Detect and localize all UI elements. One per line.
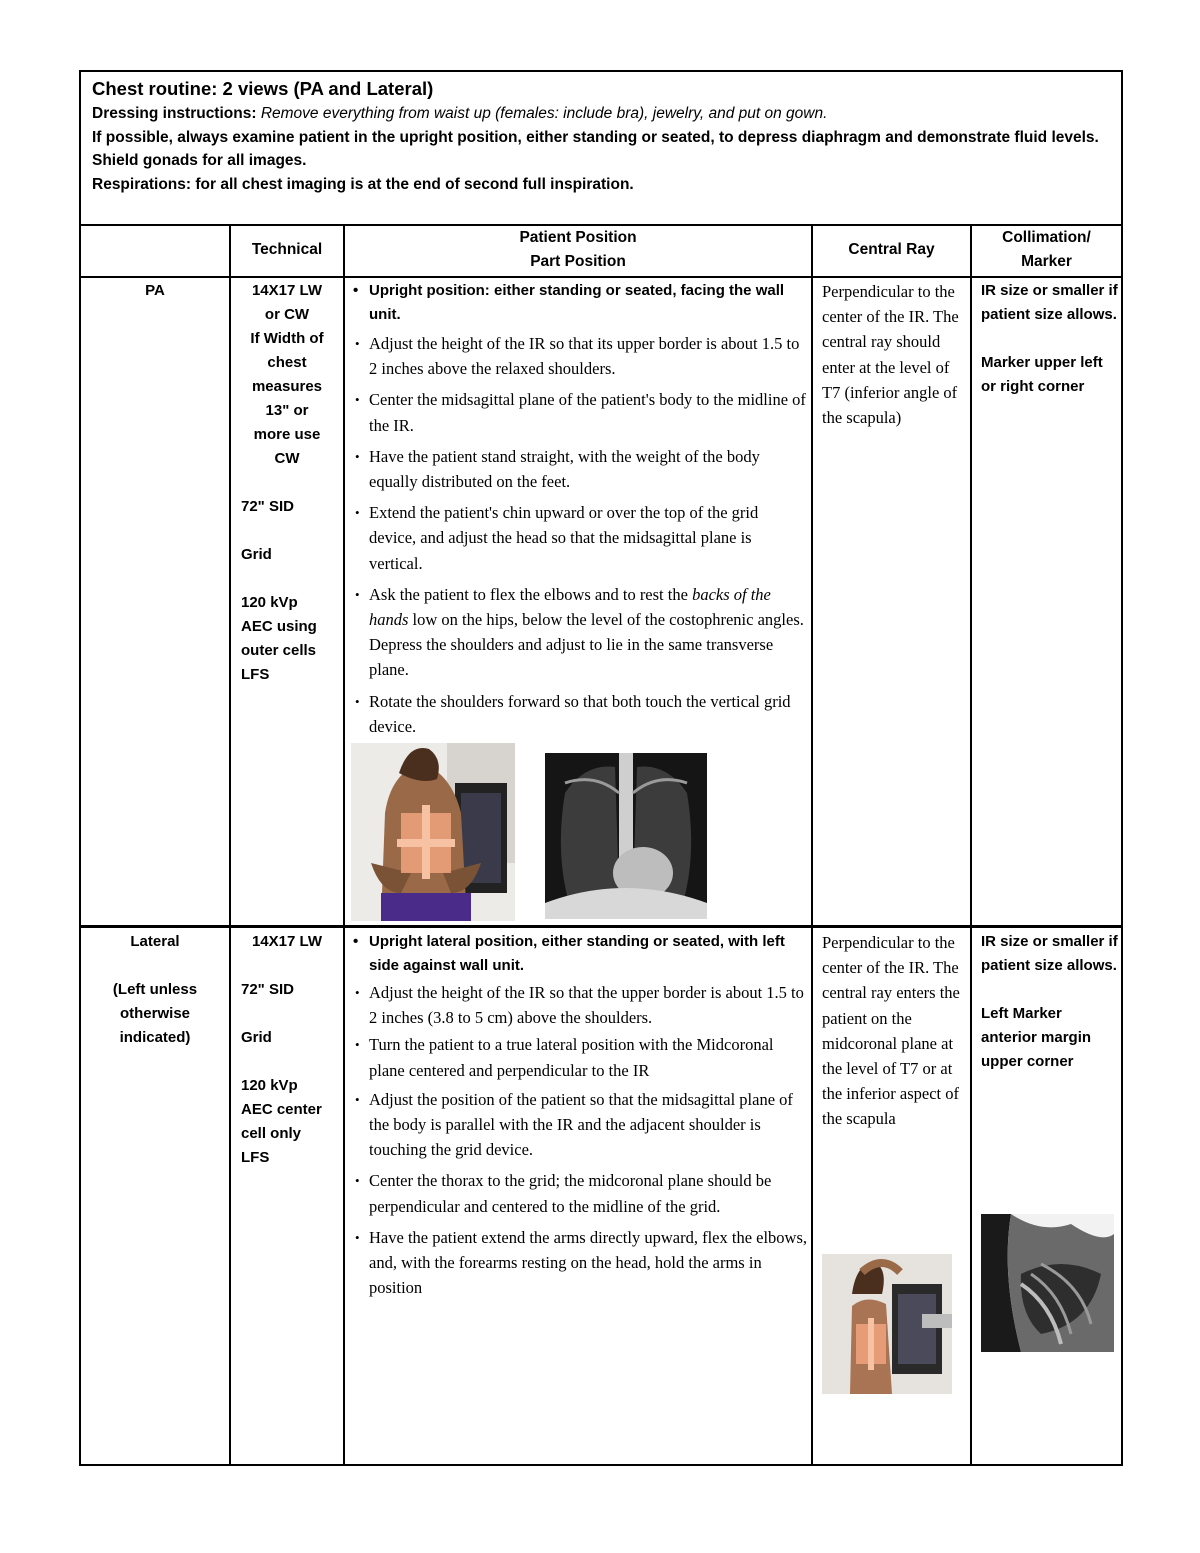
technical-line: Grid [241, 546, 272, 563]
technical-line: cell only [241, 1125, 302, 1142]
lateral-view-cell [81, 930, 229, 1050]
list-item: • Upright position: either standing or seated, facing the wall unit. [347, 279, 809, 327]
dressing-instructions [92, 102, 1111, 126]
column-divider [343, 224, 345, 1466]
chest-routine-table [79, 70, 1123, 1466]
pa-position-list [347, 279, 809, 739]
list-item: • Extend the patient's chin upward or over the top of the grid device, and adjust the head so that the midsagittal plane is vertical. [347, 500, 809, 576]
list-item: • Have the patient stand straight, with the weight of the body equally distributed on the feet. [347, 444, 809, 494]
pa-central-ray-cell [822, 279, 968, 430]
list-item: • Rotate the shoulders forward so that both touch the vertical grid device. [347, 689, 809, 739]
respiration-instruction: Respirations: for all chest imaging is at the end of second full inspiration. [92, 176, 634, 194]
list-item: • Adjust the height of the IR so that the upper border is about 1.5 to 2 inches (3.8 to 5 cm) above the shoulders. [347, 980, 809, 1030]
technical-line: Grid [241, 1029, 272, 1046]
routine-header [81, 72, 1121, 224]
technical-line: LFS [241, 1149, 270, 1166]
pa-xray-illustration [545, 753, 707, 919]
technical-line: 72" SID [241, 498, 294, 515]
pa-collimation-text: IR size or smaller if patient size allows. [981, 282, 1118, 323]
dressing-label: Dressing instructions: [92, 105, 261, 122]
column-divider [811, 224, 813, 1466]
list-item: • Turn the patient to a true lateral position with the Midcoronal plane centered and perpendicular to the IR [347, 1032, 809, 1082]
row-divider [81, 925, 1121, 928]
lateral-marker-text: Left Marker anterior margin upper corner [981, 1005, 1092, 1070]
technical-line: AEC using [241, 618, 317, 635]
position-header-label: Patient Position [519, 229, 637, 246]
hands-emphasis: backs of the hands [369, 584, 771, 630]
technical-line: AEC center [241, 1101, 322, 1118]
technical-line: 120 kVp [241, 594, 298, 611]
list-item: • Upright lateral position, either standing or seated, with left side against wall unit. [347, 930, 809, 978]
marker-header-label: Marker [1021, 253, 1072, 270]
hands-text: Ask the patient to flex the elbows and to rest the [369, 584, 693, 604]
technical-line: 14X17 LW [251, 933, 323, 950]
list-item: • Center the thorax to the grid; the midcoronal plane should be perpendicular and centered to the midline of the grid. [347, 1168, 809, 1218]
pa-chest-xray [545, 753, 707, 919]
col-header-central-ray [813, 238, 970, 262]
pa-technical-cell [231, 279, 343, 923]
technical-line: 120 kVp [241, 1077, 298, 1094]
technical-line: 14X17 LW [251, 282, 323, 299]
collimation-header-label: Collimation/ [1002, 229, 1091, 246]
lateral-positioning-photo [822, 1254, 952, 1394]
lateral-technical-factors [231, 978, 343, 1170]
technical-line: measures [251, 378, 323, 395]
technical-line: 13" or [265, 402, 309, 419]
col-header-position [345, 226, 811, 274]
pa-positioning-photo [351, 743, 515, 921]
lateral-central-ray-text: Perpendicular to the center of the IR. The central ray enters the patient on the midcoronal plane at the level of T7 or at the inferior aspect of the scapula [822, 933, 960, 1129]
dressing-text: Remove everything from waist up (females: include bra), jewelry, and put on gown. [260, 105, 828, 122]
lateral-view-label: Lateral [130, 933, 180, 950]
lateral-patient-illustration [822, 1254, 952, 1394]
pa-technical-factors [231, 495, 343, 687]
column-header-divider [81, 276, 1121, 278]
pa-position-cell [347, 279, 809, 739]
pa-marker-text: Marker upper left or right corner [981, 354, 1103, 395]
hands-text: low on the hips, below the level of the costophrenic angles. Depress the shoulders and adjust to lie in the same transverse plane. [369, 610, 804, 680]
list-item: • Adjust the position of the patient so that the midsagittal plane of the body is parallel with the IR and the adjacent shoulder is touching the grid device. [347, 1087, 809, 1163]
technical-line: If Width of [250, 330, 324, 347]
lateral-view-note: (Left unless otherwise indicated) [112, 981, 198, 1046]
col-header-collimation [972, 226, 1121, 274]
lateral-technical-cell [231, 930, 343, 1170]
lateral-collimation-text: IR size or smaller if patient size allows. [981, 933, 1118, 974]
technical-line: 72" SID [241, 981, 294, 998]
pa-view-cell [81, 279, 229, 303]
patient-back-illustration [351, 743, 515, 921]
technical-line: LFS [241, 666, 270, 683]
shield-instruction: Shield gonads for all images. [92, 152, 307, 170]
lateral-central-ray-cell [822, 930, 968, 1132]
lateral-chest-xray [981, 1214, 1114, 1352]
list-item: • Adjust the height of the IR so that its upper border is about 1.5 to 2 inches above the relaxed shoulders. [347, 331, 809, 381]
list-item: • Have the patient extend the arms directly upward, flex the elbows, and, with the forearms resting on the head, hold the arms in position [347, 1225, 809, 1301]
col-header-technical [231, 238, 343, 262]
technical-header-label: Technical [251, 241, 323, 258]
column-divider [970, 224, 972, 1466]
technical-line: CW [274, 450, 300, 467]
technical-line: more use [253, 426, 321, 443]
pa-technical-size [231, 279, 343, 471]
routine-title: Chest routine: 2 views (PA and Lateral) [92, 78, 434, 99]
lateral-xray-illustration [981, 1214, 1114, 1352]
lateral-collimation-cell [981, 930, 1119, 1074]
pa-collimation-cell [981, 279, 1119, 399]
technical-line: outer cells [241, 642, 317, 659]
pa-view-label: PA [145, 282, 165, 299]
pa-central-ray-text: Perpendicular to the center of the IR. The central ray should enter at the level of T7 (inferior angle of the scapula) [822, 282, 959, 428]
list-item [347, 582, 809, 683]
list-item: • Center the midsagittal plane of the patient's body to the midline of the IR. [347, 387, 809, 437]
central-ray-header-label: Central Ray [848, 241, 935, 258]
part-position-header-label: Part Position [530, 253, 626, 270]
lateral-position-list [347, 930, 809, 1300]
upright-instruction: If possible, always examine patient in the upright position, either standing or seated, to depress diaphragm and demonstrate fluid levels. [92, 128, 1099, 146]
lateral-position-cell [347, 930, 809, 1306]
technical-line: or CW [264, 306, 310, 323]
technical-line: chest [267, 354, 307, 371]
